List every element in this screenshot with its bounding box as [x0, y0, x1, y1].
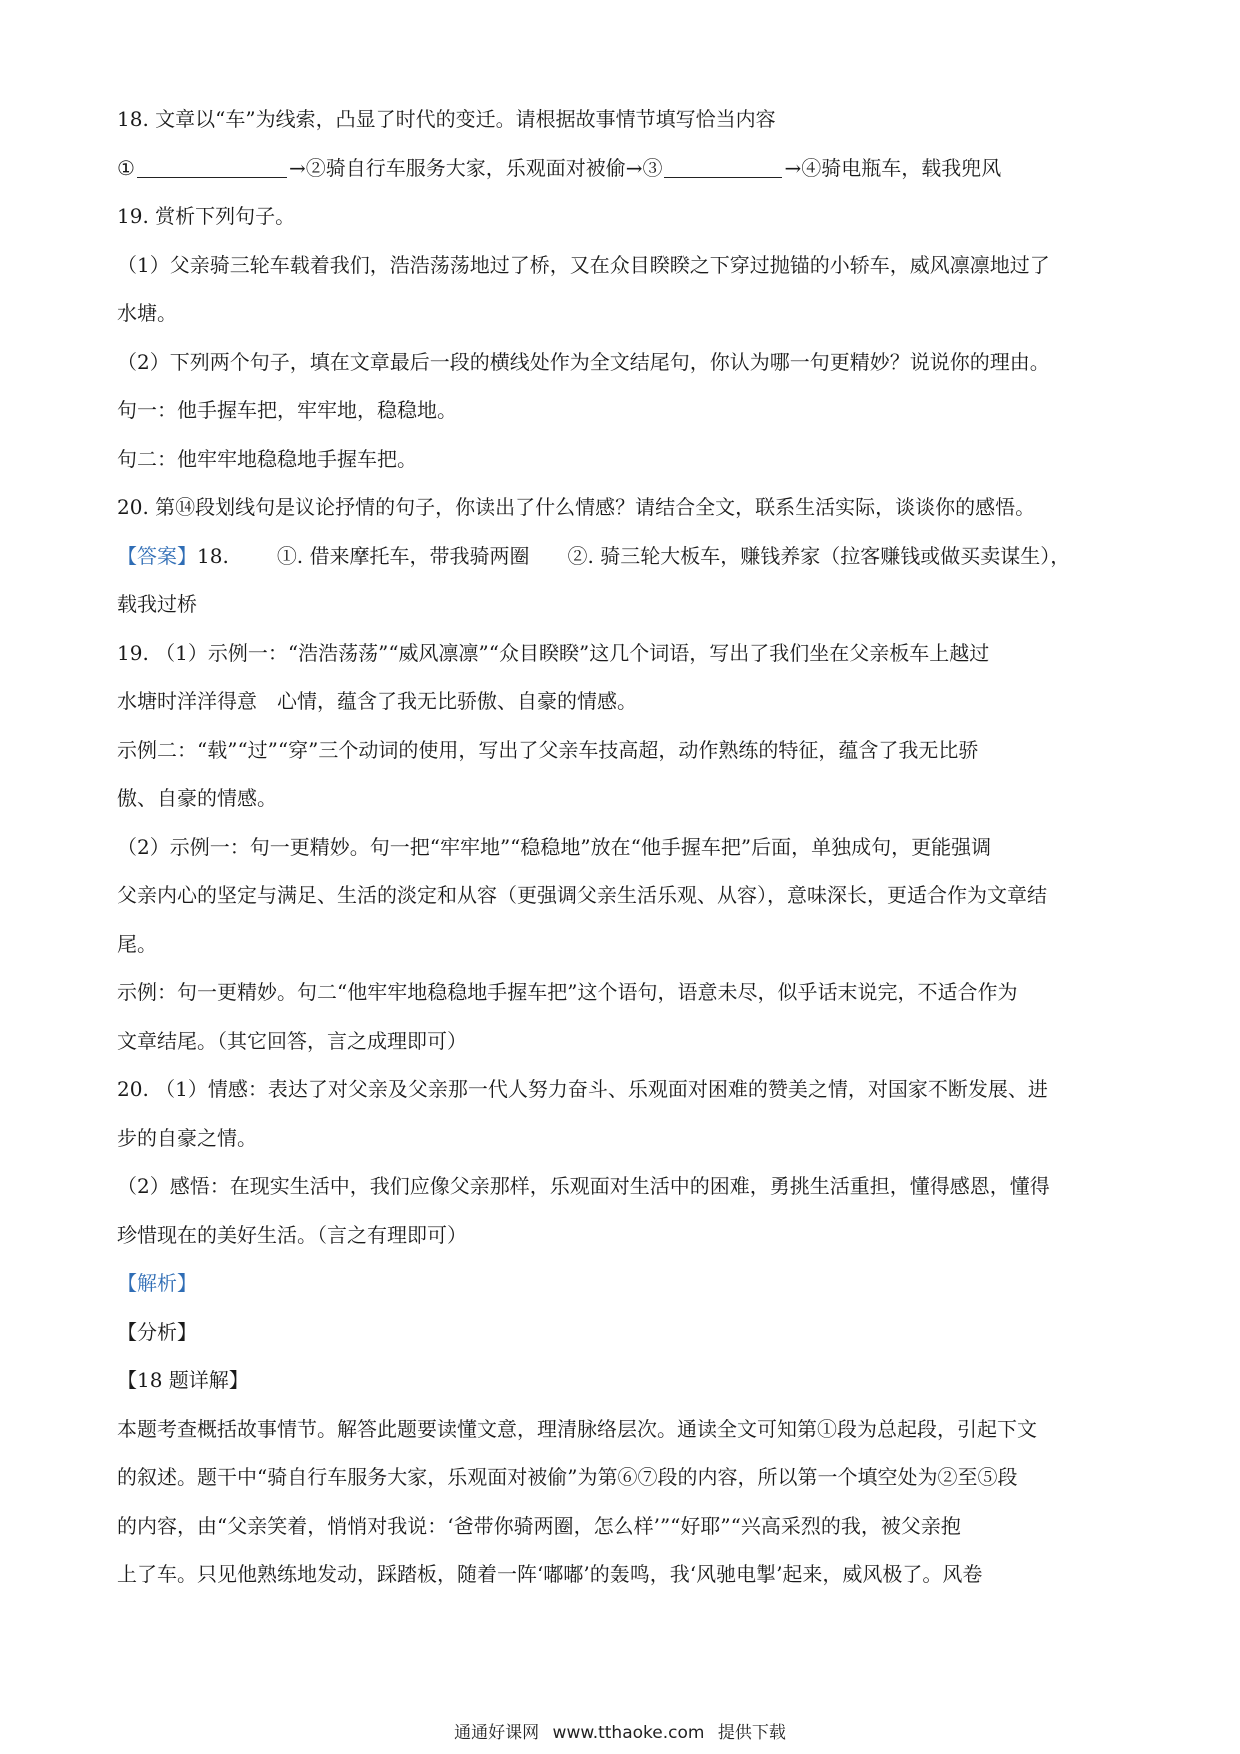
- analysis-p2: [117, 1453, 1137, 1502]
- answer-text: 步的自豪之情。: [117, 1125, 257, 1150]
- question-18-text: 18. 文章以“车”为线索，凸显了时代的变迁。请根据故事情节填写恰当内容: [117, 107, 776, 131]
- blank-end-text: →④骑电瓶车，载我兜风: [784, 155, 1002, 180]
- answer-text: 水塘时洋洋得意 心情，蕴含了我无比骄傲、自豪的情感。: [117, 689, 637, 713]
- answer-18-cont: [117, 580, 1137, 629]
- answer-text: 珍惜现在的美好生活。（言之有理即可）: [117, 1222, 467, 1247]
- answer-text: 傲、自豪的情感。: [117, 786, 277, 810]
- analysis-text: 的叙述。题干中“骑自行车服务大家，乐观面对被偷”为第⑥⑦段的内容，所以第一个填空处为②至⑤段: [117, 1465, 1018, 1489]
- question-20: [117, 483, 1137, 532]
- answer-tag: 【答案】: [117, 543, 197, 568]
- analysis-p1: [117, 1405, 1137, 1454]
- question-18-blanks: [117, 144, 1137, 193]
- answer-19-2a: [117, 823, 1137, 872]
- answer-20-1b: [117, 1114, 1137, 1163]
- question-19-text: 19. 赏析下列句子。: [117, 204, 296, 228]
- answer-19-1c: [117, 726, 1137, 775]
- answer-text: 示例：句一更精妙。句二“他牢牢地稳稳地手握车把”这个语句，语意未尽，似乎话末说完，不适合作为: [117, 980, 1018, 1004]
- footer-site-name: 通通好课网: [454, 1723, 540, 1743]
- question-19-title: [117, 192, 1137, 241]
- answer-20-2b: [117, 1211, 1137, 1260]
- blank-mid-text: →②骑自行车服务大家，乐观面对被偷→③: [288, 155, 663, 180]
- answer-text: 父亲内心的坚定与满足、生活的淡定和从容（更强调父亲生活乐观、从容），意味深长，更适合作为文章结: [117, 883, 1047, 907]
- analysis-text: 本题考查概括故事情节。解答此题要读懂文意，理清脉络层次。通读全文可知第①段为总起段，引起下文: [117, 1416, 1037, 1441]
- answer-19-1d: [117, 774, 1137, 823]
- question-19-part1-line2: 水塘。: [117, 301, 177, 325]
- answer-text: 文章结尾。（其它回答，言之成理即可）: [117, 1028, 467, 1053]
- answer-19-1a: [117, 629, 1137, 678]
- footer-note: 提供下载: [717, 1723, 786, 1743]
- answer-18-b: ②. 骑三轮大板车，赚钱养家（拉客赚钱或做买卖谋生），: [567, 543, 1071, 568]
- answer-text: 20. （1）情感：表达了对父亲及父亲那一代人努力奋斗、乐观面对困难的赞美之情，对国家不断发展、进: [117, 1077, 1048, 1101]
- answer-19-2c: [117, 920, 1137, 969]
- answer-19-2d: [117, 968, 1137, 1017]
- answer-20-2a: [117, 1162, 1137, 1211]
- fill-blank-2: [664, 157, 782, 178]
- sentence-1-text: 句一：他手握车把，牢牢地，稳稳地。: [117, 398, 457, 422]
- answer-20-1a: [117, 1065, 1137, 1114]
- analysis-text: 上了车。只见他熟练地发动，踩踏板，随着一阵‘嘟嘟’的轰鸣，我‘风驰电掣’起来，威风极了。风卷: [117, 1562, 983, 1586]
- answer-text: （2）示例一：句一更精妙。句一把“牢牢地”“稳稳地”放在“他手握车把”后面，单独成句，更能强调: [117, 834, 992, 859]
- question-19-p2: [117, 338, 1137, 387]
- answer-text: （2）感悟：在现实生活中，我们应像父亲那样，乐观面对生活中的困难，勇挑生活重担，懂得感恩，懂得: [117, 1174, 1050, 1198]
- answer-text: 示例二：“载”“过”“穿”三个动词的使用，写出了父亲车技高超，动作熟练的特征，蕴含了我无比骄: [117, 737, 979, 762]
- question-19-p1a: [117, 241, 1137, 290]
- question-18: [117, 95, 1137, 144]
- answer-18-a: ①. 借来摩托车，带我骑两圈: [276, 543, 530, 568]
- question-19-p1b: [117, 289, 1137, 338]
- page-footer: [0, 1718, 1240, 1743]
- question-19-part2: （2）下列两个句子，填在文章最后一段的横线处作为全文结尾句，你认为哪一句更精妙？说说你的理由。: [117, 349, 1050, 374]
- answer-text: 尾。: [117, 931, 157, 956]
- analysis-text: 的内容，由“父亲笑着，悄悄对我说：‘爸带你骑两圈，怎么样’”“好耶”“兴高采烈的我，被父亲抱: [117, 1513, 961, 1538]
- blank-1-label: ①: [117, 155, 135, 180]
- detail-title-line: [117, 1356, 1137, 1405]
- answer-19-1b: [117, 677, 1137, 726]
- analysis-tag: 【解析】: [117, 1271, 197, 1295]
- answer-18-line: [117, 532, 1137, 581]
- sentence-2: [117, 435, 1137, 484]
- analysis-p3: [117, 1502, 1137, 1551]
- sentence-1: [117, 386, 1137, 435]
- answer-text: 19. （1）示例一：“浩浩荡荡”“威风凛凛”“众目睽睽”这几个词语，写出了我们坐在父亲板车上越过: [117, 640, 990, 665]
- answer-19-2e: [117, 1017, 1137, 1066]
- question-19-part1-line1: （1）父亲骑三轮车载着我们，浩浩荡荡地过了桥，又在众目睽睽之下穿过抛锚的小轿车，威风凛凛地过了: [117, 252, 1050, 277]
- footer-url[interactable]: www.tthaoke.com: [552, 1723, 705, 1743]
- document-page: [117, 95, 1137, 1599]
- analysis-p4: [117, 1550, 1137, 1599]
- answer-18-c: 载我过桥: [117, 592, 197, 616]
- question-20-text: 20. 第⑭段划线句是议论抒情的句子，你读出了什么情感？请结合全文，联系生活实际，谈谈你的感悟。: [117, 495, 1036, 519]
- answer-19-2b: [117, 871, 1137, 920]
- answer-18-number: 18.: [197, 543, 229, 568]
- detail-heading: 【18 题详解】: [117, 1368, 249, 1392]
- sentence-2-text: 句二：他牢牢地稳稳地手握车把。: [117, 446, 417, 471]
- analysis-tag-line: [117, 1259, 1137, 1308]
- fill-blank-1: [137, 157, 287, 178]
- fenxi-heading: 【分析】: [117, 1319, 197, 1344]
- fenxi-line: [117, 1308, 1137, 1357]
